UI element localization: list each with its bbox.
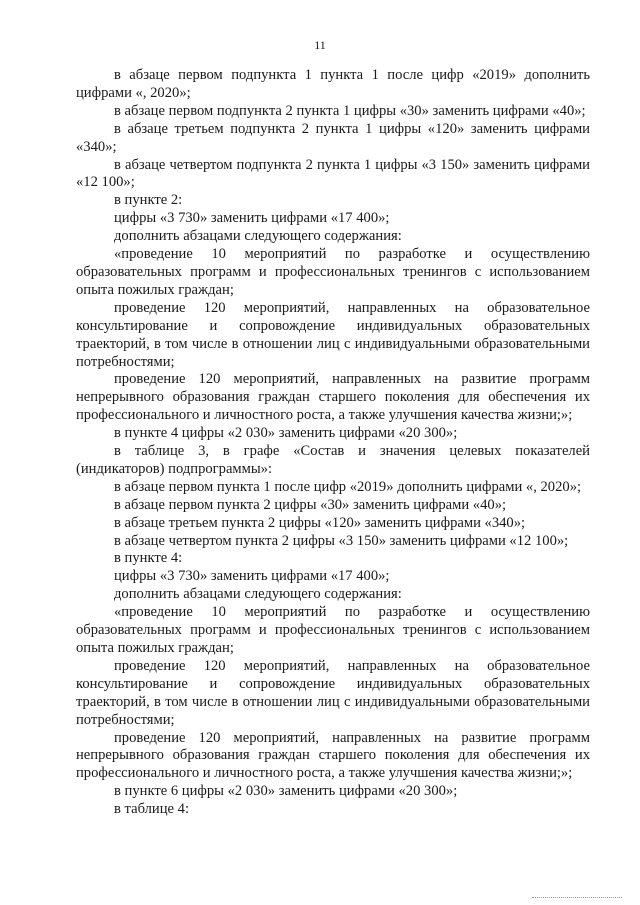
page-number: 11 bbox=[314, 38, 326, 52]
paragraph: в абзаце первом подпункта 2 пункта 1 цифры «30» заменить цифрами «40»; bbox=[114, 102, 586, 119]
document-body bbox=[76, 67, 590, 819]
paragraph: проведение 120 мероприятий, направленных на развитие программ непрерывного образования граждан старшего поколения для обеспечения их профессионального и личностного роста, а также улучшения качества жизни;»; bbox=[76, 729, 590, 782]
paragraph: проведение 120 мероприятий, направленных на развитие программ непрерывного образования граждан старшего поколения для обеспечения их профессионального и личностного роста, а также улучшения качества жизни;»; bbox=[76, 371, 590, 424]
paragraph: проведение 120 мероприятий, направленных на образовательное консультирование и сопровождение индивидуальных образовательных траекторий, в том числе в отношении лиц с индивидуальными образовательными потребностями; bbox=[76, 657, 590, 728]
paragraph: в абзаце первом подпункта 1 пункта 1 после цифр «2019» дополнить цифрами «, 2020»; bbox=[76, 67, 590, 101]
paragraph: в абзаце первом пункта 2 цифры «30» заменить цифрами «40»; bbox=[114, 496, 507, 513]
paragraph: цифры «3 730» заменить цифрами «17 400»; bbox=[114, 210, 390, 227]
paragraph: «проведение 10 мероприятий по разработке и осуществлению образовательных программ и профессиональных тренингов с использованием опыта пожилых граждан; bbox=[76, 246, 590, 298]
paragraph: в абзаце четвертом пункта 2 цифры «3 150» заменить цифрами «12 100»; bbox=[114, 532, 569, 549]
paragraph: в абзаце третьем подпункта 2 пункта 1 цифры «120» заменить цифрами «340»; bbox=[76, 120, 590, 155]
paragraph: в пункте 2: bbox=[114, 192, 183, 209]
paragraph: в абзаце третьем пункта 2 цифры «120» заменить цифрами «340»; bbox=[114, 514, 526, 531]
paragraph: «проведение 10 мероприятий по разработке и осуществлению образовательных программ и профессиональных тренингов с использованием опыта пожилых граждан; bbox=[76, 604, 590, 656]
paragraph: в таблице 4: bbox=[114, 801, 190, 818]
paragraph: в таблице 3, в графе «Состав и значения целевых показателей (индикаторов) подпрограммы»: bbox=[76, 443, 590, 477]
paragraph: в пункте 6 цифры «2 030» заменить цифрами «20 300»; bbox=[114, 783, 458, 800]
paragraph: дополнить абзацами следующего содержания: bbox=[114, 586, 402, 603]
paragraph: в пункте 4 цифры «2 030» заменить цифрами «20 300»; bbox=[114, 425, 458, 442]
paragraph: в пункте 4: bbox=[114, 550, 183, 567]
paragraph: в абзаце первом пункта 1 после цифр «2019» дополнить цифрами «, 2020»; bbox=[114, 478, 582, 495]
paragraph: цифры «3 730» заменить цифрами «17 400»; bbox=[114, 568, 390, 585]
paragraph: проведение 120 мероприятий, направленных на образовательное консультирование и сопровождение индивидуальных образовательных траекторий, в том числе в отношении лиц с индивидуальными образовательными потребностями; bbox=[76, 299, 590, 370]
paragraph: в абзаце четвертом подпункта 2 пункта 1 цифры «3 150» заменить цифрами «12 100»; bbox=[76, 156, 590, 191]
paragraph: дополнить абзацами следующего содержания: bbox=[114, 228, 402, 245]
scan-artifact bbox=[532, 897, 622, 899]
